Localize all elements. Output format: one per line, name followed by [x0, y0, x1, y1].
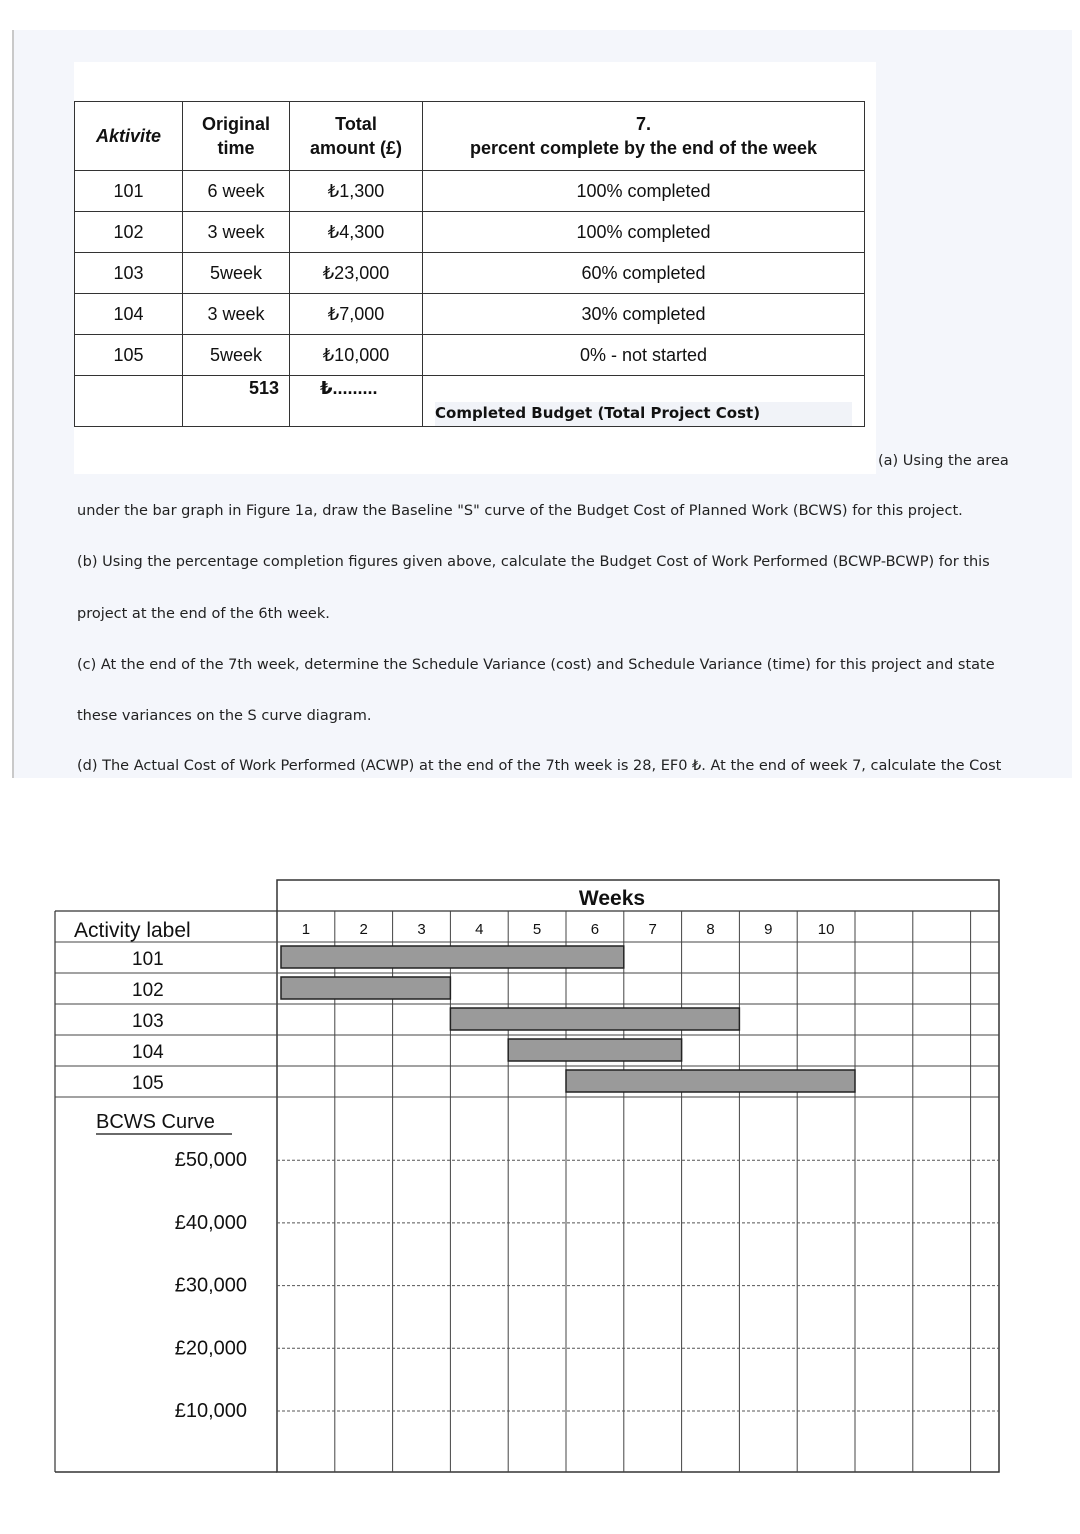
- cell-time: 5week: [183, 335, 290, 376]
- header-percent-line1: 7.: [635, 114, 651, 134]
- cell-percent: 100% completed: [423, 171, 865, 212]
- week-labels: [302, 921, 835, 938]
- question-a-start: (a) Using the area: [878, 453, 1009, 469]
- header-time-line1: Original: [201, 114, 270, 134]
- header-percent-complete: [423, 102, 865, 171]
- cell-amount: ₺23,000: [290, 253, 423, 294]
- week-label: 7: [648, 921, 657, 938]
- header-activity: Aktivite: [75, 102, 183, 171]
- week-label: 10: [817, 921, 835, 938]
- table-row: [75, 335, 865, 376]
- table-row: [75, 253, 865, 294]
- table-total-row: [75, 376, 865, 427]
- gantt-grid: [55, 880, 999, 1472]
- cell-activity: 102: [75, 212, 183, 253]
- question-a-rest: under the bar graph in Figure 1a, draw the Baseline "S" curve of the Budget Cost of Planned Work (BCWS) for this project.: [77, 503, 963, 519]
- week-label: 5: [532, 921, 542, 938]
- week-label: 6: [590, 921, 600, 938]
- activity-bar: [508, 1039, 681, 1061]
- week-label: 8: [706, 921, 715, 938]
- cell-amount: ₺1,300: [290, 171, 423, 212]
- activity-bar: [281, 946, 624, 968]
- row-header-label: Activity label: [74, 919, 191, 942]
- week-label: 1: [301, 921, 311, 938]
- cell-activity: 104: [75, 294, 183, 335]
- bcws-curve-label: BCWS Curve: [96, 1111, 215, 1133]
- y-axis-label: £10,000: [174, 1400, 247, 1422]
- activity-label: 104: [132, 1042, 164, 1063]
- activity-bar: [450, 1008, 739, 1030]
- chart-frame: [277, 880, 999, 1472]
- cell-amount: ₺7,000: [290, 294, 423, 335]
- header-amount-line2: amount (£): [310, 138, 402, 158]
- table-row: [75, 294, 865, 335]
- y-axis-label: £30,000: [174, 1274, 247, 1297]
- budget-table: [74, 101, 865, 427]
- completed-budget-label: Completed Budget (Total Project Cost): [435, 402, 852, 426]
- cell-amount: ₺10,000: [290, 335, 423, 376]
- cell-total-empty: [75, 376, 183, 427]
- header-amount-line1: Total: [335, 114, 377, 134]
- cell-amount: ₺4,300: [290, 212, 423, 253]
- cell-percent: 30% completed: [423, 294, 865, 335]
- table-row: [75, 212, 865, 253]
- y-axis-label: £50,000: [174, 1149, 247, 1172]
- cell-time: 3 week: [183, 294, 290, 335]
- question-c-line1: (c) At the end of the 7th week, determine the Schedule Variance (cost) and Schedule Variance (time) for this project and state: [77, 657, 995, 673]
- week-label: 2: [359, 921, 368, 938]
- cell-activity: 105: [75, 335, 183, 376]
- activity-label: 101: [132, 949, 164, 970]
- question-d-line1: (d) The Actual Cost of Work Performed (ACWP) at the end of the 7th week is 28, EF0 ₺. At the end of week 7, calculate the Cost: [77, 758, 1002, 774]
- y-axis-label: £20,000: [174, 1337, 247, 1360]
- activity-labels: [132, 949, 164, 1094]
- activity-bar: [281, 977, 450, 999]
- cell-activity: 101: [75, 171, 183, 212]
- cell-activity: 103: [75, 253, 183, 294]
- question-b-line2: project at the end of the 6th week.: [77, 606, 330, 622]
- week-label: 9: [764, 921, 773, 938]
- header-original-time: [183, 102, 290, 171]
- cell-total-amount: ₺.........: [290, 376, 423, 427]
- bcws-y-axis-labels: [175, 1149, 247, 1422]
- header-time-line2: time: [217, 138, 255, 158]
- table-header-row: [75, 102, 865, 171]
- table-row: [75, 171, 865, 212]
- activity-label: 103: [132, 1011, 164, 1032]
- cell-percent: 0% - not started: [423, 335, 865, 376]
- week-label: 4: [475, 921, 484, 938]
- cell-time: 5week: [183, 253, 290, 294]
- bcws-dashed-lines: [277, 1160, 999, 1411]
- cell-completed-budget: [423, 376, 865, 427]
- cell-time: 6 week: [183, 171, 290, 212]
- cell-time: 3 week: [183, 212, 290, 253]
- activity-label: 102: [132, 980, 164, 1001]
- header-percent-line2: percent complete by the end of the week: [469, 138, 818, 158]
- chart-title: Weeks: [578, 887, 646, 910]
- cell-percent: 100% completed: [423, 212, 865, 253]
- cell-percent: 60% completed: [423, 253, 865, 294]
- week-label: 3: [417, 921, 426, 938]
- gantt-chart: [0, 860, 1080, 1480]
- gantt-bars: [281, 946, 855, 1092]
- y-axis-label: £40,000: [174, 1211, 247, 1234]
- activity-bar: [566, 1070, 855, 1092]
- cell-total-time: 513: [183, 376, 290, 427]
- header-total-amount: [290, 102, 423, 171]
- question-c-line2: these variances on the S curve diagram.: [77, 708, 372, 724]
- question-b-line1: (b) Using the percentage completion figures given above, calculate the Budget Cost of Work Performed (BCWP-BCWP) for this: [77, 554, 990, 570]
- activity-label: 105: [132, 1073, 164, 1094]
